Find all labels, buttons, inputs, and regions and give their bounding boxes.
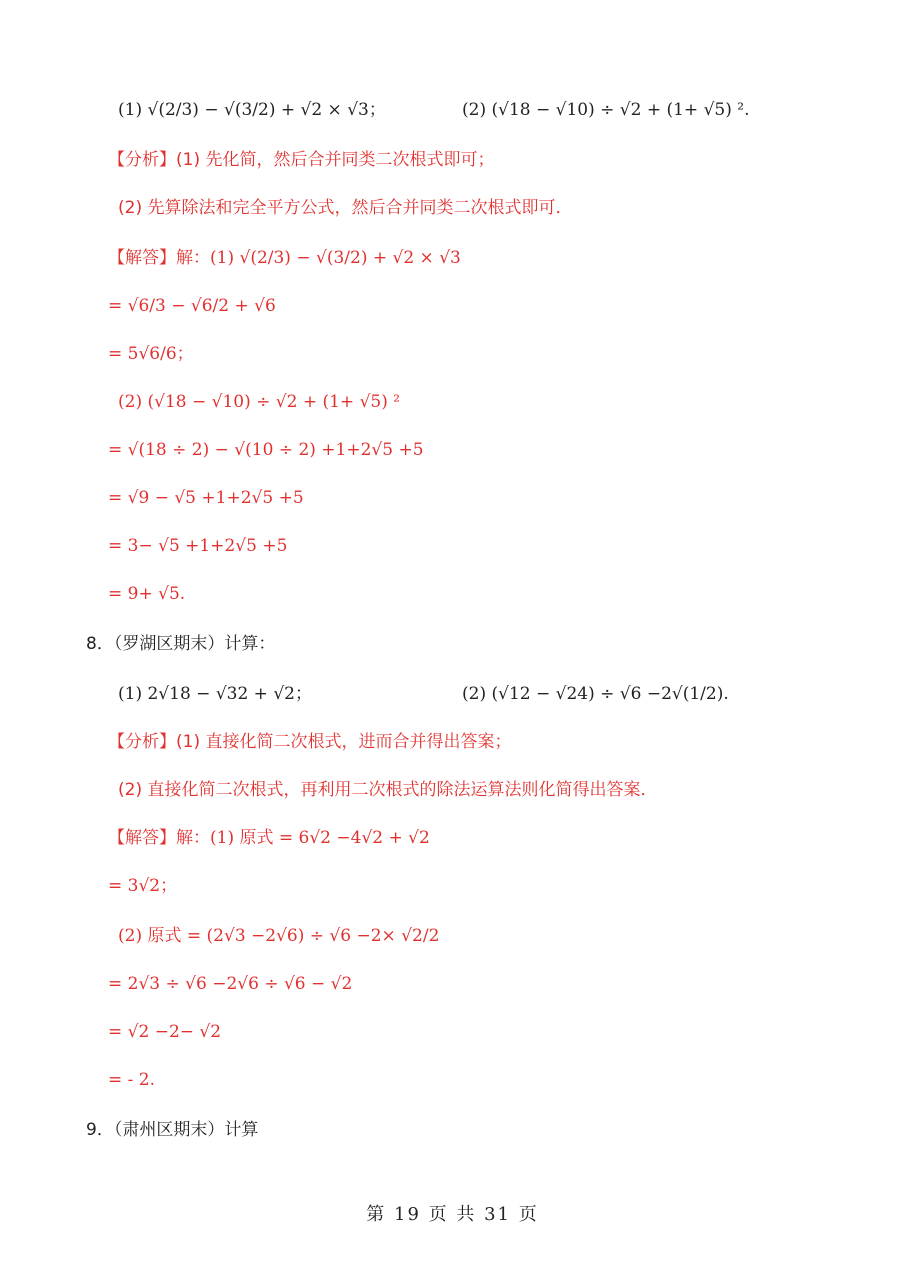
q8-answer-row <box>108 824 430 852</box>
q7-analysis-2: (2) 先算除法和完全平方公式，然后合并同类二次根式即可． <box>118 198 573 218</box>
q8-part1: (1) 2√18 − √32 + √2； <box>118 684 312 704</box>
q7-step-4: = √9 − √5 +1+2√5 +5 <box>108 488 304 508</box>
q8-analysis-1: 【分析】(1) 直接化简二次根式，进而合并得出答案； <box>108 732 512 752</box>
q8-step-3: = √2 −2− √2 <box>108 1022 222 1042</box>
q7-analysis-1: 【分析】(1) 先化简，然后合并同类二次根式即可； <box>108 150 495 170</box>
q8-answer-1: (1) 原式 = 6√2 −4√2 + √2 <box>210 828 430 848</box>
q8-step-2: = 2√3 ÷ √6 −2√6 ÷ √6 − √2 <box>108 974 353 994</box>
q8-step-1: = 3√2； <box>108 876 178 896</box>
q8-answer-2: (2) 原式 = (2√3 −2√6) ÷ √6 −2× √2/2 <box>118 926 440 946</box>
q8-step-4: = - 2. <box>108 1070 156 1090</box>
q7-part2: (2) (√18 − √10) ÷ √2 + (1+ √5) ². <box>462 100 750 120</box>
q7-step-5: = 3− √5 +1+2√5 +5 <box>108 536 288 556</box>
q8-analysis-2: (2) 直接化简二次根式，再利用二次根式的除法运算法则化简得出答案． <box>118 780 658 800</box>
q7-answer-label: 【解答】解： <box>108 248 210 268</box>
q7-answer-2: (2) (√18 − √10) ÷ √2 + (1+ √5) ² <box>118 392 401 412</box>
q7-step-3: = √(18 ÷ 2) − √(10 ÷ 2) +1+2√5 +5 <box>108 440 424 460</box>
q8-answer-label: 【解答】解： <box>108 828 210 848</box>
q7-answer-row <box>108 244 461 272</box>
q7-step-2: = 5√6/6； <box>108 344 194 364</box>
q7-step-6: = 9+ √5. <box>108 584 186 604</box>
page-footer: 第 19 页 共 31 页 <box>366 1204 539 1225</box>
q7-part1: (1) √(2/3) − √(3/2) + √2 × √3； <box>118 100 386 120</box>
q7-step-1: = √6/3 − √6/2 + √6 <box>108 296 276 316</box>
q8-title: 8．（罗湖区期末）计算： <box>86 634 276 654</box>
q7-answer-1: (1) √(2/3) − √(3/2) + √2 × √3 <box>210 248 461 268</box>
q9-title: 9．（肃州区期末）计算 <box>86 1120 259 1140</box>
q8-part2: (2) (√12 − √24) ÷ √6 −2√(1/2). <box>462 684 729 704</box>
